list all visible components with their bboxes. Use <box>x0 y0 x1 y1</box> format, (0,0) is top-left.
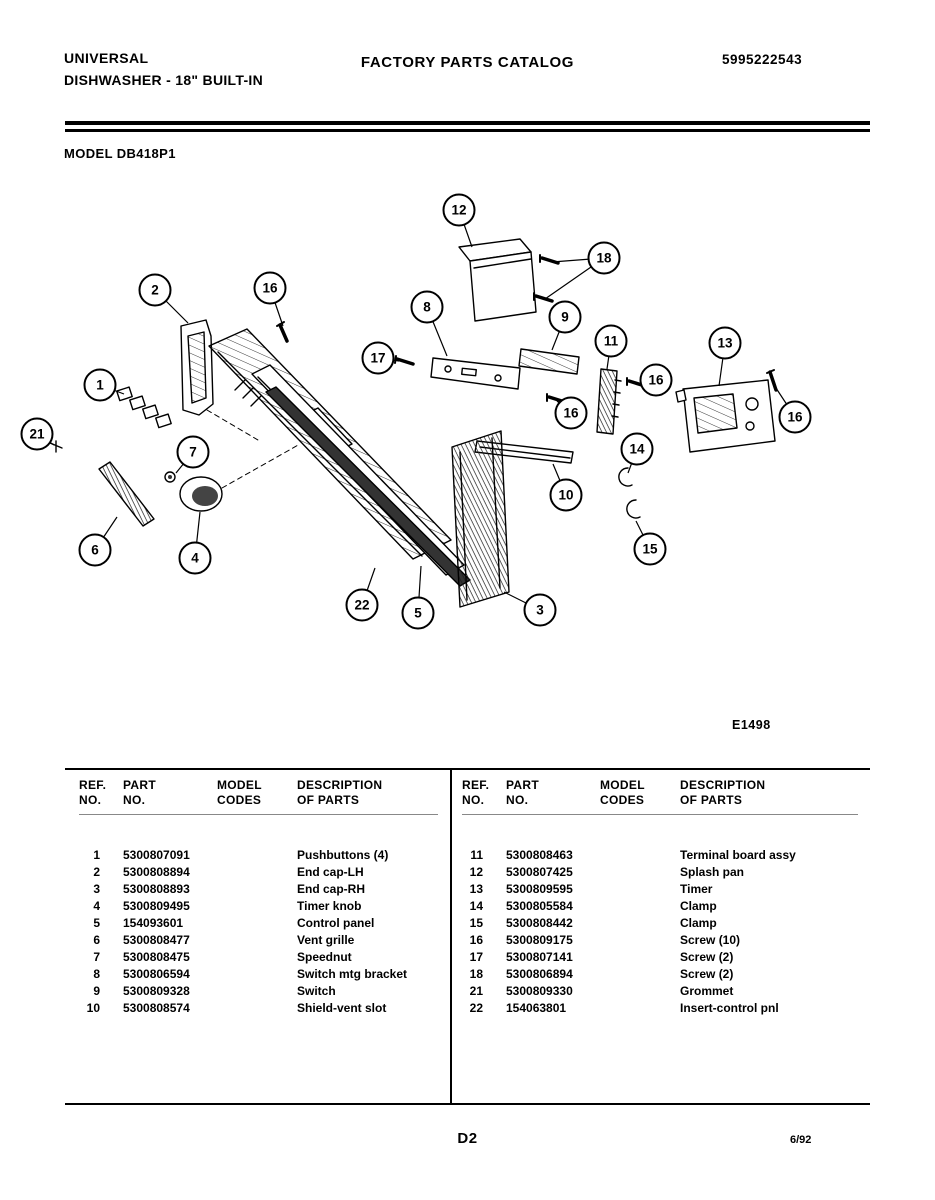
table-row: 5 154093601 Control panel <box>93 916 375 930</box>
callout-10: 10 <box>550 479 583 512</box>
table-rows-right <box>462 847 866 1017</box>
callout-4: 4 <box>179 542 212 575</box>
table-row: 3 5300808893 End cap-RH <box>93 882 366 896</box>
callout-11: 11 <box>595 325 628 358</box>
date-code: 6/92 <box>790 1134 812 1146</box>
table-row: 4 5300809495 Timer knob <box>93 899 362 913</box>
table-row: 6 5300808477 Vent grille <box>93 933 355 947</box>
table-row: 8 5300806594 Switch mtg bracket <box>93 967 408 981</box>
part-timer <box>676 380 775 452</box>
part-terminal-board <box>597 369 621 434</box>
part-grommet <box>50 441 62 452</box>
callout-22: 22 <box>346 589 379 622</box>
part-vent-grille-tall <box>452 431 509 607</box>
table-row: 7 5300808475 Speednut <box>93 950 352 964</box>
callout-3: 3 <box>524 594 557 627</box>
table-row: 9 5300809328 Switch <box>93 984 336 998</box>
appliance-type: DISHWASHER - 18" BUILT-IN <box>64 72 264 88</box>
callout-17: 17 <box>362 342 395 375</box>
table-row: 18 5300806894 Screw (2) <box>469 967 734 981</box>
table-row: 14 5300805584 Clamp <box>469 899 717 913</box>
col-ref: REF. NO. <box>79 778 107 807</box>
publication-number: 5995222543 <box>722 52 803 67</box>
table-row: 15 5300808442 Clamp <box>469 916 717 930</box>
col-model-codes: MODEL CODES <box>217 778 262 807</box>
brand-name: UNIVERSAL <box>64 50 149 66</box>
callout-16: 16 <box>555 397 588 430</box>
part-clamp-lower <box>627 500 640 518</box>
table-header <box>462 778 858 815</box>
col-part: PART NO. <box>506 778 539 807</box>
part-trim-strip <box>266 387 470 586</box>
table-row: 2 5300808894 End cap-LH <box>93 865 364 879</box>
table-row: 12 5300807425 Splash pan <box>469 865 745 879</box>
callout-21: 21 <box>21 418 54 451</box>
table-row: 1 5300807091 Pushbuttons (4) <box>93 848 389 862</box>
table-row: 10 5300808574 Shield-vent slot <box>86 1001 387 1015</box>
callout-16: 16 <box>254 272 287 305</box>
figure-code: E1498 <box>732 718 771 732</box>
col-part: PART NO. <box>123 778 156 807</box>
part-pushbuttons <box>117 387 171 428</box>
col-ref: REF. NO. <box>462 778 490 807</box>
callout-2: 2 <box>139 274 172 307</box>
table-row: 21 5300809330 Grommet <box>469 984 734 998</box>
callout-5: 5 <box>402 597 435 630</box>
table-row: 16 5300809175 Screw (10) <box>469 933 741 947</box>
part-speednut <box>165 472 175 482</box>
col-description: DESCRIPTION OF PARTS <box>680 778 766 807</box>
part-end-cap-lh <box>181 320 213 415</box>
callout-1: 1 <box>84 369 117 402</box>
part-timer-knob <box>180 477 222 511</box>
parts-table-left <box>65 770 450 1103</box>
callout-12: 12 <box>443 194 476 227</box>
callout-13: 13 <box>709 327 742 360</box>
parts-table-right <box>450 770 870 1103</box>
part-switch <box>519 349 579 374</box>
callout-7: 7 <box>177 436 210 469</box>
table-header <box>79 778 438 815</box>
page-code: D2 <box>457 1130 478 1147</box>
part-clamp-upper <box>619 468 632 486</box>
col-model-codes: MODEL CODES <box>600 778 645 807</box>
callout-16: 16 <box>779 401 812 434</box>
col-description: DESCRIPTION OF PARTS <box>297 778 383 807</box>
part-switch-mtg-bracket <box>431 358 520 389</box>
callout-16: 16 <box>640 364 673 397</box>
callout-18: 18 <box>588 242 621 275</box>
part-vent-grille-small <box>99 462 154 526</box>
callout-6: 6 <box>79 534 112 567</box>
table-row: 22 154063801 Insert-control pnl <box>469 1001 779 1015</box>
callout-9: 9 <box>549 301 582 334</box>
part-splash-pan <box>459 239 536 321</box>
catalog-title: FACTORY PARTS CATALOG <box>360 54 575 71</box>
callout-15: 15 <box>634 533 667 566</box>
model-number: MODEL DB418P1 <box>64 146 176 161</box>
table-row: 17 5300807141 Screw (2) <box>469 950 734 964</box>
table-rows-left <box>79 847 446 1017</box>
parts-table <box>65 768 870 1105</box>
table-row: 13 5300809595 Timer <box>469 882 713 896</box>
callout-8: 8 <box>411 291 444 324</box>
callout-14: 14 <box>621 433 654 466</box>
table-row: 11 5300808463 Terminal board assy <box>470 848 796 862</box>
